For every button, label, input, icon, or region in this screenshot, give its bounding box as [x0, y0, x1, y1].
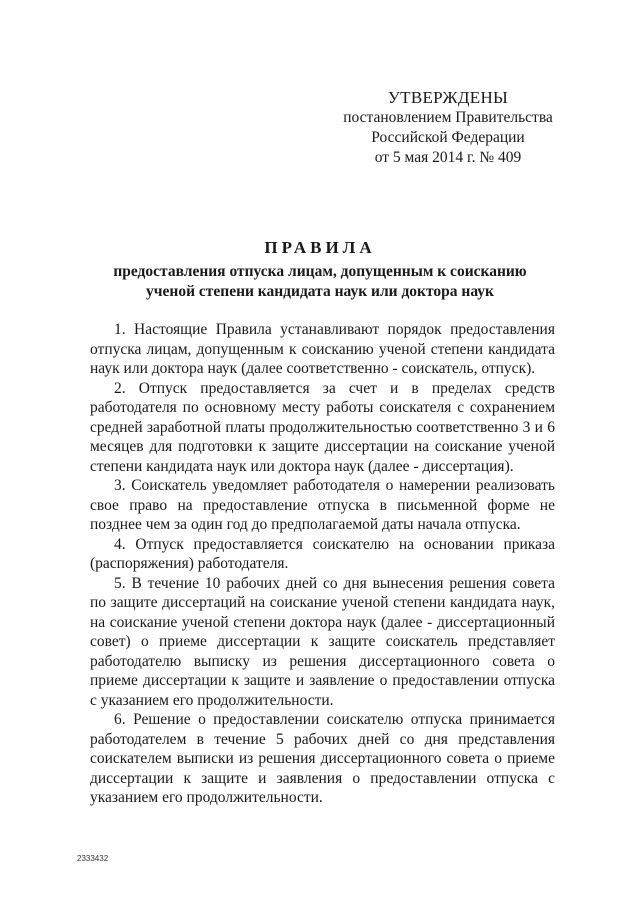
- approval-block: [318, 88, 578, 168]
- paragraph-3: 3. Соискатель уведомляет работодателя о намерении реализовать свое право на предоставление отпуска в письменной форме не позднее чем за один год до предполагаемой даты начала отпуска.: [90, 477, 555, 533]
- paragraph-6: 6. Решение о предоставлении соискателю отпуска принимается работодателем в течение 5 рабочих дней со дня представления соискателем выписки из решения диссертационного совета о приеме диссертации к защите и заявления о предоставлении отпуска с указанием его продолжительности.: [90, 711, 555, 806]
- document-subtitle: предоставления отпуска лицам, допущенным к соисканию ученой степени кандидата наук или доктора наук: [113, 263, 527, 300]
- approval-line-1: постановлением Правительства: [343, 109, 553, 126]
- paragraph-1: 1. Настоящие Правила устанавливают порядок предоставления отпуска лицам, допущенным к соисканию ученой степени кандидата наук или доктора наук (далее соответственно - соискатель, отпуск).: [90, 321, 555, 377]
- approval-line-2: Российской Федерации: [371, 129, 525, 146]
- paragraph-5: 5. В течение 10 рабочих дней со дня вынесения решения совета по защите диссертаций на соискание ученой степени кандидата наук, на соискание ученой степени доктора наук (далее - диссертационный совет) о приеме диссертации к защите соискатель представляет работодателю выписку из решения диссертационного совета о приеме диссертации к защите и заявление о предоставлении отпуска с указанием его продолжительности.: [90, 574, 555, 709]
- footer-document-code: 2333432: [77, 854, 109, 863]
- paragraph-4: 4. Отпуск предоставляется соискателю на основании приказа (распоряжения) работодателя.: [90, 535, 555, 572]
- approval-line-3: от 5 мая 2014 г. № 409: [374, 149, 522, 166]
- approval-title: УТВЕРЖДЕНЫ: [387, 88, 509, 107]
- paragraph-2: 2. Отпуск предоставляется за счет и в пределах средств работодателя по основному месту работы соискателя с сохранением средней заработной платы продолжительностью соответственно 3 и 6 месяцев для подготовки к защите диссертации на соискание ученой степени кандидата наук или доктора наук (далее - диссертация).: [90, 379, 555, 475]
- document-body: [90, 320, 555, 808]
- document-title: ПРАВИЛА: [264, 238, 376, 257]
